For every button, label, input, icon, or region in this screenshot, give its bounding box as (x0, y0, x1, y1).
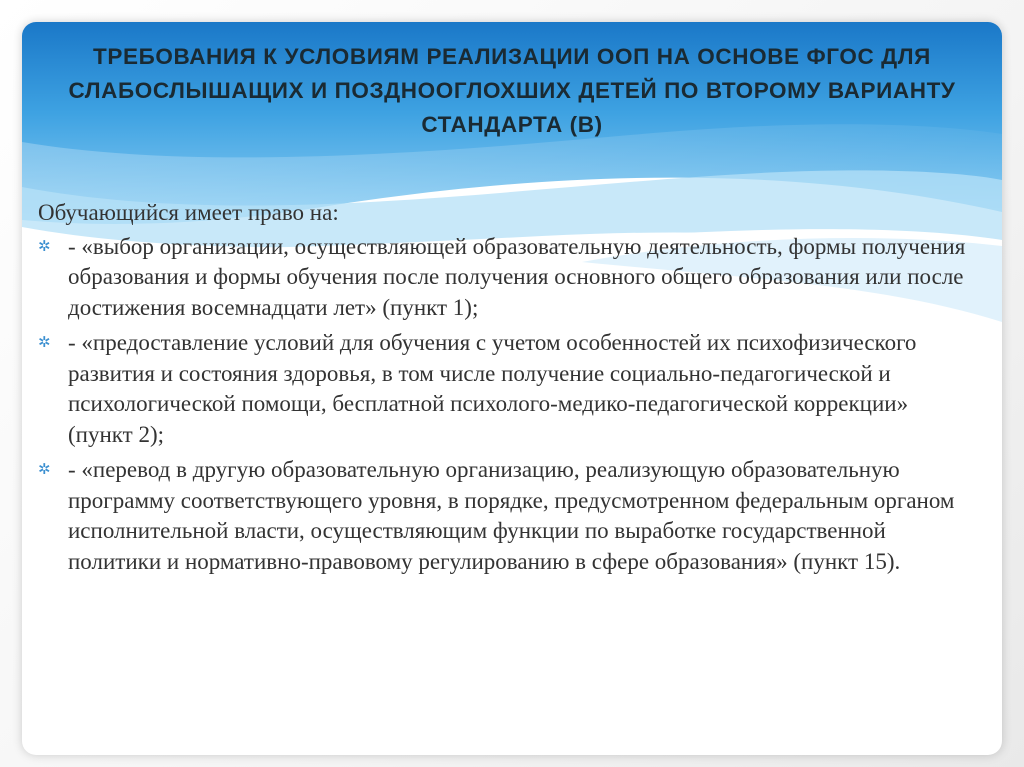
list-item-text: - «предоставление условий для обучения с учетом особенностей их психофизического развития и состояния здоровья, в том числе получение социально-педагогической и психологической помощи, бесплатной психолого-медико-педагогической коррекции» (пункт 2); (68, 330, 917, 447)
snowflake-bullet-icon: ✲ (38, 462, 51, 478)
intro-text: Обучающийся имеет право на: (38, 200, 339, 225)
slide-title: ТРЕБОВАНИЯ К УСЛОВИЯМ РЕАЛИЗАЦИИ ООП НА ОСНОВЕ ФГОС ДЛЯ СЛАБОСЛЫШАЩИХ И ПОЗДНООГЛОХШИХ ДЕТЕЙ ПО ВТОРОМУ ВАРИАНТУ СТАНДАРТА (В) (68, 44, 956, 137)
list-item-text: - «выбор организации, осуществляющей образовательную деятельность, формы получения образования и формы обучения после получения основного общего образования или после достижения восемнадцати лет» (пункт 1); (68, 233, 966, 320)
list-item-text: - «перевод в другую образовательную организацию, реализующую образовательную программу соответствующего уровня, в порядке, предусмотренном федеральным органом исполнительной власти, осуществляющим функции по выработке государственной политики и нормативно-правовому регулированию в сфере образования» (пункт 15). (68, 457, 955, 574)
snowflake-bullet-icon: ✲ (38, 238, 51, 255)
list-item (38, 455, 978, 577)
bullet-list (38, 232, 978, 578)
slide-frame (22, 22, 1002, 755)
list-item (38, 232, 978, 324)
list-item (38, 328, 978, 450)
snowflake-bullet-icon: ✲ (38, 335, 51, 351)
slide-body (38, 198, 978, 582)
